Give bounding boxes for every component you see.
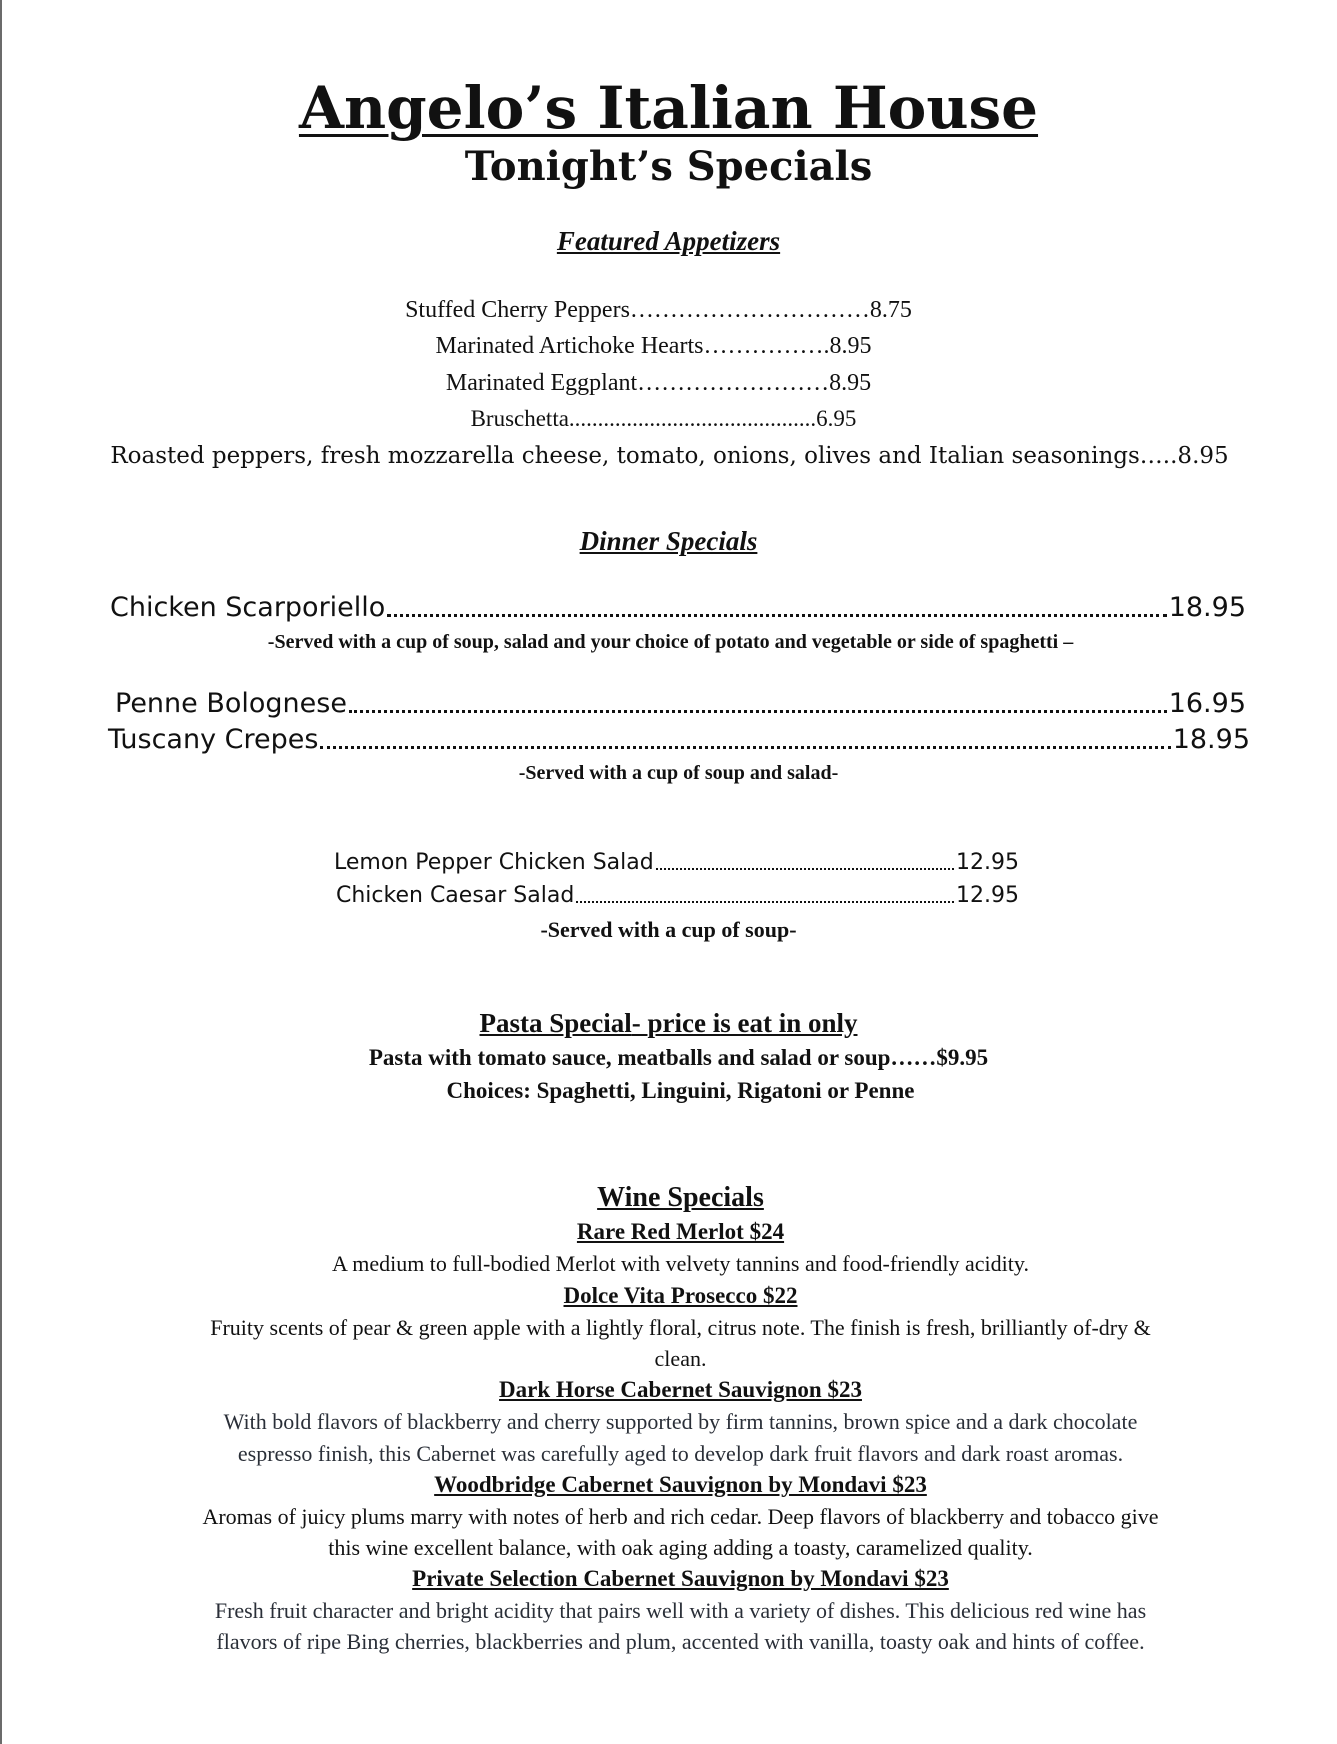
dinner-note: -Served with a cup of soup, salad and your choice of potato and vegetable or side of spaghetti – [267,631,1074,653]
salad-item-name: Lemon Pepper Chicken Salad [334,850,654,875]
dinner-note: -Served with a cup of soup and salad- [518,762,839,784]
wine-name: Private Selection Cabernet Sauvignon by Mondavi $23 [412,1566,949,1591]
wine-description: With bold flavors of blackberry and cherry supported by firm tannins, brown spice and a dark chocolate [223,1409,1138,1434]
dinner-heading: Dinner Specials [579,526,758,556]
wine-name: Rare Red Merlot $24 [576,1219,785,1244]
dinner-item-price: 18.95 [1172,724,1250,755]
wine-name: Woodbridge Cabernet Sauvignon by Mondavi $23 [434,1472,927,1497]
dot-leader [349,709,1167,713]
pasta-choices: Choices: Spaghetti, Linguini, Rigatoni or Penne [446,1078,915,1103]
restaurant-name: Angelo’s Italian House [298,74,1039,142]
appetizer-item: Bruschetta...........................................6.95 [470,406,857,431]
page-edge-line [0,0,2,1744]
salad-item-price: 12.95 [956,883,1019,908]
wine-description: flavors of ripe Bing cherries, blackberries and plum, accented with vanilla, toasty oak and hints of coffee. [216,1629,1145,1654]
wine-description: clean. [654,1346,707,1371]
pasta-heading-main: Pasta Special [479,1008,632,1038]
dinner-item-price: 18.95 [1168,592,1246,623]
appetizer-item: Roasted peppers, fresh mozzarella cheese, tomato, onions, olives and Italian seasonings…..8.95 [110,443,1229,469]
salad-item-price: 12.95 [956,850,1019,875]
salad-note: -Served with a cup of soup- [540,917,797,942]
pasta-heading-dash: - [631,1008,648,1038]
wine-name: Dark Horse Cabernet Sauvignon $23 [499,1377,862,1402]
wine-description: espresso finish, this Cabernet was carefully aged to develop dark fruit flavors and dark roast aromas. [237,1441,1124,1466]
appetizer-item: Marinated Artichoke Hearts…………….8.95 [435,333,872,359]
wine-description: Fresh fruit character and bright acidity that pairs well with a variety of dishes. This delicious red wine has [214,1598,1147,1623]
pasta-description: Pasta with tomato sauce, meatballs and salad or soup……$9.95 [368,1045,989,1070]
wine-description: this wine excellent balance, with oak aging adding a toasty, caramelized quality. [328,1535,1033,1560]
wine-description: Fruity scents of pear & green apple with a lightly floral, citrus note. The finish is fresh, brilliantly of-dry & [210,1315,1151,1340]
wine-heading: Wine Specials [597,1182,764,1213]
wine-name: Dolce Vita Prosecco $22 [563,1283,798,1308]
pasta-heading-tail: price is eat in only [647,1008,858,1038]
wine-description: Aromas of juicy plums marry with notes of herb and rich cedar. Deep flavors of blackberry and tobacco give [202,1504,1159,1529]
dinner-item-penne-bolognese [115,688,1246,719]
salad-item-caesar [336,883,1019,908]
dinner-item-tuscany-crepes [108,724,1250,755]
dinner-item-price: 16.95 [1168,688,1246,719]
appetizer-item: Stuffed Cherry Peppers…………………………8.75 [405,297,912,323]
dinner-item-name: Chicken Scarporiello [110,592,386,623]
dinner-item-name: Penne Bolognese [115,688,347,719]
dot-leader [320,745,1170,749]
pasta-heading [0,1008,1337,1039]
dinner-item-chicken-scarporiello [110,592,1246,623]
dot-leader [387,613,1166,617]
page-subtitle: Tonight’s Specials [464,143,873,190]
appetizers-heading: Featured Appetizers [556,226,781,256]
salad-item-lemon-pepper [334,850,1019,875]
dot-leader [656,867,954,870]
dot-leader [576,900,954,903]
salad-item-name: Chicken Caesar Salad [336,883,575,908]
wine-description: A medium to full-bodied Merlot with velvety tannins and food-friendly acidity. [332,1251,1029,1276]
dinner-item-name: Tuscany Crepes [108,724,319,755]
appetizer-item: Marinated Eggplant……………………8.95 [445,370,872,396]
